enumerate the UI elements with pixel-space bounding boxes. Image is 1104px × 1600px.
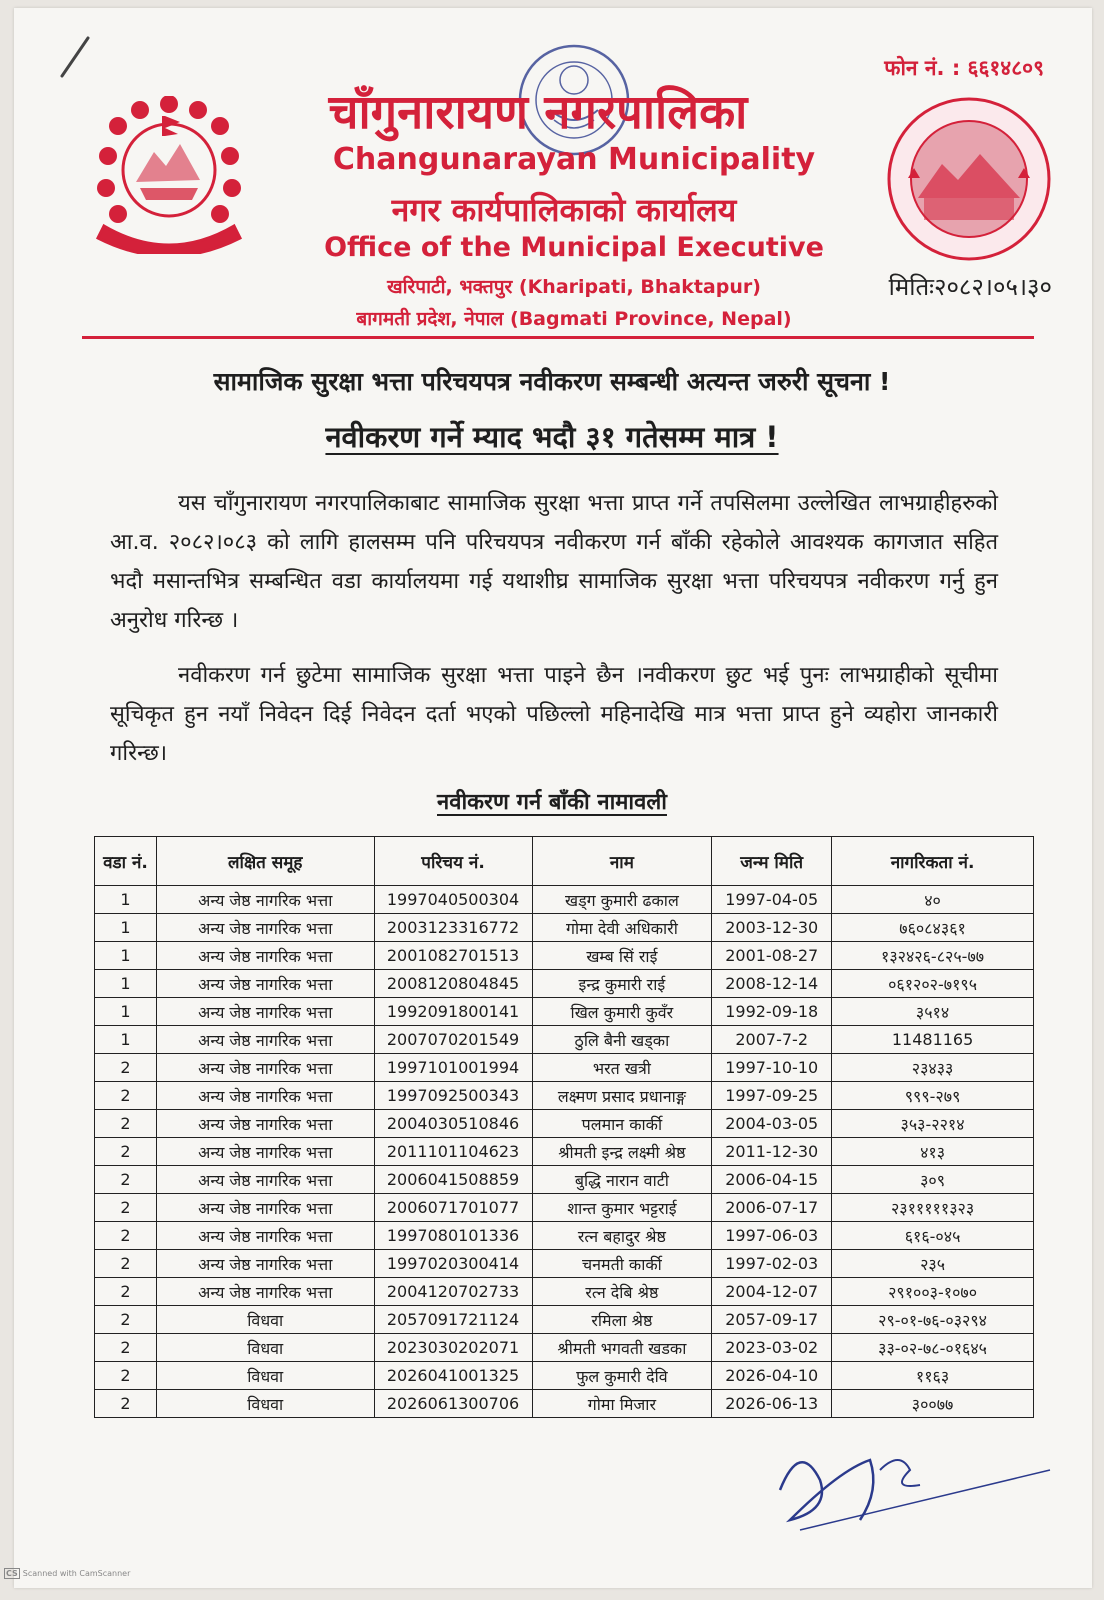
list-title-text: नवीकरण गर्न बाँकी नामावली (437, 790, 667, 815)
pending-renewal-table (94, 836, 1034, 1418)
cell-citizenship-number: २३४३३ (832, 1054, 1034, 1082)
cell-target-group: अन्य जेष्ठ नागरिक भत्ता (156, 998, 374, 1026)
cell-birth-date: 1997-10-10 (712, 1054, 832, 1082)
municipality-title-en: Changunarayan Municipality (332, 142, 816, 177)
cell-name: इन्द्र कुमारी राई (532, 970, 712, 998)
cell-target-group: अन्य जेष्ठ नागरिक भत्ता (156, 1278, 374, 1306)
cell-birth-date: 2007-7-2 (712, 1026, 832, 1054)
cell-target-group: विधवा (156, 1334, 374, 1362)
cell-id-number: 2008120804845 (374, 970, 532, 998)
cell-citizenship-number: ३५१४ (832, 998, 1034, 1026)
cell-id-number: 1997101001994 (374, 1054, 532, 1082)
list-title (0, 786, 1104, 816)
cell-name: खड्ग कुमारी ढकाल (532, 886, 712, 914)
cell-citizenship-number: ३०९ (832, 1166, 1034, 1194)
cell-target-group: अन्य जेष्ठ नागरिक भत्ता (156, 1194, 374, 1222)
table-row (95, 1166, 1034, 1194)
cell-name: लक्ष्मण प्रसाद प्रधानाङ्ग (532, 1082, 712, 1110)
pen-stroke-mark (58, 36, 92, 78)
officer-signature (760, 1430, 1060, 1560)
table-row (95, 1138, 1034, 1166)
cell-target-group: अन्य जेष्ठ नागरिक भत्ता (156, 914, 374, 942)
col-name: नाम (532, 837, 712, 886)
cell-name: चनमती कार्की (532, 1250, 712, 1278)
cell-birth-date: 2026-04-10 (712, 1362, 832, 1390)
table-row (95, 1278, 1034, 1306)
cell-birth-date: 2004-12-07 (712, 1278, 832, 1306)
cell-target-group: अन्य जेष्ठ नागरिक भत्ता (156, 1054, 374, 1082)
cell-name: ठुलि बैनी खड्का (532, 1026, 712, 1054)
cell-target-group: अन्य जेष्ठ नागरिक भत्ता (156, 942, 374, 970)
cell-birth-date: 2023-03-02 (712, 1334, 832, 1362)
cell-ward: 2 (95, 1250, 157, 1278)
cell-target-group: अन्य जेष्ठ नागरिक भत्ता (156, 1250, 374, 1278)
cell-name: रमिला श्रेष्ठ (532, 1306, 712, 1334)
cell-ward: 2 (95, 1334, 157, 1362)
scanner-badge (4, 1568, 130, 1579)
cell-birth-date: 2011-12-30 (712, 1138, 832, 1166)
cell-id-number: 2006071701077 (374, 1194, 532, 1222)
cell-citizenship-number: ४० (832, 886, 1034, 914)
cell-target-group: अन्य जेष्ठ नागरिक भत्ता (156, 1026, 374, 1054)
office-title-en: Office of the Municipal Executive (324, 232, 824, 263)
cell-birth-date: 1997-02-03 (712, 1250, 832, 1278)
table-row (95, 1110, 1034, 1138)
cell-id-number: 2004120702733 (374, 1278, 532, 1306)
cell-ward: 1 (95, 886, 157, 914)
notice-paragraph-2: नवीकरण गर्न छुटेमा सामाजिक सुरक्षा भत्ता पाइने छैन ।नवीकरण छुट भई पुनः लाभग्राहीको सूचीमा सूचिकृत हुन नयाँ निवेदन दिई निवेदन दर्ता भएको पछिल्लो महिनादेखि मात्र भत्ता प्राप्त हुने व्यहोरा जानकारी गरिन्छ। (110, 663, 998, 766)
cell-ward: 2 (95, 1390, 157, 1418)
cell-id-number: 2026061300706 (374, 1390, 532, 1418)
cell-citizenship-number: ३००७७ (832, 1390, 1034, 1418)
cell-citizenship-number: ११६३ (832, 1362, 1034, 1390)
cell-target-group: विधवा (156, 1390, 374, 1418)
cell-citizenship-number: ४१३ (832, 1138, 1034, 1166)
cell-citizenship-number: ७६०८४३६१ (832, 914, 1034, 942)
cell-id-number: 1997020300414 (374, 1250, 532, 1278)
table-row (95, 1306, 1034, 1334)
cell-id-number: 2004030510846 (374, 1110, 532, 1138)
address-line-1: खरिपाटी, भक्तपुर (Kharipati, Bhaktapur) (387, 276, 761, 298)
scanner-badge-text: Scanned with CamScanner (22, 1569, 131, 1578)
cell-name: रत्न बहादुर श्रेष्ठ (532, 1222, 712, 1250)
cell-birth-date: 2006-04-15 (712, 1166, 832, 1194)
municipality-title-np: चाँगुनारायण नगरपालिका (328, 85, 748, 140)
table-row (95, 1222, 1034, 1250)
cell-id-number: 1997080101336 (374, 1222, 532, 1250)
notice-deadline (0, 417, 1104, 456)
cell-name: खिल कुमारी कुवँर (532, 998, 712, 1026)
cell-citizenship-number: २३१११११३२३ (832, 1194, 1034, 1222)
table-row (95, 1026, 1034, 1054)
notice-deadline-text: नवीकरण गर्ने म्याद भदौ ३१ गतेसम्म मात्र ! (325, 420, 779, 454)
cell-birth-date: 2003-12-30 (712, 914, 832, 942)
cell-id-number: 2023030202071 (374, 1334, 532, 1362)
cell-ward: 2 (95, 1278, 157, 1306)
cell-name: भरत खत्री (532, 1054, 712, 1082)
cell-name: गोमा देवी अधिकारी (532, 914, 712, 942)
table-row (95, 970, 1034, 998)
cell-id-number: 2003123316772 (374, 914, 532, 942)
cell-citizenship-number: ०६१२०२-७१९५ (832, 970, 1034, 998)
cell-citizenship-number: २९-०१-७६-०३२९४ (832, 1306, 1034, 1334)
cell-birth-date: 1997-09-25 (712, 1082, 832, 1110)
scanner-logo-icon: CS (6, 1569, 18, 1578)
cell-ward: 2 (95, 1082, 157, 1110)
cell-name: श्रीमती भगवती खडका (532, 1334, 712, 1362)
table-header-row (95, 837, 1034, 886)
cell-target-group: अन्य जेष्ठ नागरिक भत्ता (156, 886, 374, 914)
table-row (95, 886, 1034, 914)
office-title-np: नगर कार्यपालिकाको कार्यालय (391, 191, 737, 229)
cell-birth-date: 1997-06-03 (712, 1222, 832, 1250)
cell-name: शान्त कुमार भट्टराई (532, 1194, 712, 1222)
cell-ward: 1 (95, 942, 157, 970)
cell-ward: 2 (95, 1138, 157, 1166)
cell-name: गोमा मिजार (532, 1390, 712, 1418)
header-divider (82, 336, 1034, 339)
cell-citizenship-number: ३३-०२-७८-०१६४५ (832, 1334, 1034, 1362)
cell-target-group: अन्य जेष्ठ नागरिक भत्ता (156, 1222, 374, 1250)
cell-ward: 2 (95, 1306, 157, 1334)
cell-ward: 1 (95, 998, 157, 1026)
table-body (95, 886, 1034, 1418)
cell-ward: 1 (95, 1026, 157, 1054)
cell-birth-date: 2004-03-05 (712, 1110, 832, 1138)
cell-name: खम्ब सिं राई (532, 942, 712, 970)
cell-name: रत्न देबि श्रेष्ठ (532, 1278, 712, 1306)
cell-id-number: 1997092500343 (374, 1082, 532, 1110)
cell-birth-date: 1992-09-18 (712, 998, 832, 1026)
cell-target-group: विधवा (156, 1306, 374, 1334)
table-row (95, 1194, 1034, 1222)
cell-id-number: 1992091800141 (374, 998, 532, 1026)
cell-name: फुल कुमारी देवि (532, 1362, 712, 1390)
cell-ward: 2 (95, 1166, 157, 1194)
cell-target-group: अन्य जेष्ठ नागरिक भत्ता (156, 1166, 374, 1194)
notice-title: सामाजिक सुरक्षा भत्ता परिचयपत्र नवीकरण सम्बन्धी अत्यन्त जरुरी सूचना ! (213, 367, 891, 396)
table-row (95, 998, 1034, 1026)
cell-ward: 2 (95, 1222, 157, 1250)
table-row (95, 1390, 1034, 1418)
cell-id-number: 1997040500304 (374, 886, 532, 914)
cell-birth-date: 2008-12-14 (712, 970, 832, 998)
cell-ward: 2 (95, 1110, 157, 1138)
table-row (95, 942, 1034, 970)
cell-name: श्रीमती इन्द्र लक्ष्मी श्रेष्ठ (532, 1138, 712, 1166)
cell-id-number: 2007070201549 (374, 1026, 532, 1054)
cell-ward: 2 (95, 1362, 157, 1390)
cell-birth-date: 2006-07-17 (712, 1194, 832, 1222)
cell-birth-date: 2057-09-17 (712, 1306, 832, 1334)
cell-target-group: अन्य जेष्ठ नागरिक भत्ता (156, 1138, 374, 1166)
cell-id-number: 2026041001325 (374, 1362, 532, 1390)
col-birth-date: जन्म मिति (712, 837, 832, 886)
table-row (95, 1334, 1034, 1362)
table-row (95, 1250, 1034, 1278)
cell-id-number: 2006041508859 (374, 1166, 532, 1194)
cell-birth-date: 1997-04-05 (712, 886, 832, 914)
cell-citizenship-number: ३५३-२२१४ (832, 1110, 1034, 1138)
table-row (95, 914, 1034, 942)
cell-ward: 2 (95, 1054, 157, 1082)
cell-ward: 1 (95, 914, 157, 942)
cell-target-group: अन्य जेष्ठ नागरिक भत्ता (156, 1082, 374, 1110)
col-target-group: लक्षित समूह (156, 837, 374, 886)
cell-target-group: अन्य जेष्ठ नागरिक भत्ता (156, 1110, 374, 1138)
cell-citizenship-number: 11481165 (832, 1026, 1034, 1054)
table-row (95, 1082, 1034, 1110)
cell-birth-date: 2001-08-27 (712, 942, 832, 970)
address-line-2: बागमती प्रदेश, नेपाल (Bagmati Province, Nepal) (356, 308, 792, 330)
phone-number: फोन नं. : ६६१४८०९ (884, 56, 1044, 80)
cell-id-number: 2011101104623 (374, 1138, 532, 1166)
cell-name: पलमान कार्की (532, 1110, 712, 1138)
cell-citizenship-number: २९१००३-१०७० (832, 1278, 1034, 1306)
cell-citizenship-number: ६१६-०४५ (832, 1222, 1034, 1250)
cell-birth-date: 2026-06-13 (712, 1390, 832, 1418)
cell-ward: 1 (95, 970, 157, 998)
cell-citizenship-number: १३२४२६-८२५-७७ (832, 942, 1034, 970)
cell-id-number: 2001082701513 (374, 942, 532, 970)
cell-target-group: अन्य जेष्ठ नागरिक भत्ता (156, 970, 374, 998)
notice-paragraph-1: यस चाँगुनारायण नगरपालिकाबाट सामाजिक सुरक्षा भत्ता प्राप्त गर्ने तपसिलमा उल्लेखित लाभग्राहीहरुको आ.व. २०८२।०८३ को लागि हालसम्म पनि परिचयपत्र नवीकरण गर्न बाँकी रहेकोले आवश्यक कागजात सहित भदौ मसान्तभित्र सम्बन्धित वडा कार्यालयमा गई यथाशीघ्र सामाजिक सुरक्षा भत्ता परिचयपत्र नवीकरण गर्नु हुन अनुरोध गरिन्छ । (110, 491, 998, 633)
col-ward: वडा नं. (95, 837, 157, 886)
cell-target-group: विधवा (156, 1362, 374, 1390)
table-row (95, 1362, 1034, 1390)
cell-name: बुद्धि नारान वाटी (532, 1166, 712, 1194)
cell-ward: 2 (95, 1194, 157, 1222)
cell-citizenship-number: २३५ (832, 1250, 1034, 1278)
table-row (95, 1054, 1034, 1082)
col-id-number: परिचय नं. (374, 837, 532, 886)
cell-id-number: 2057091721124 (374, 1306, 532, 1334)
col-citizenship-number: नागरिकता नं. (832, 837, 1034, 886)
notice-date: मितिः२०८२।०५।३० (888, 273, 1052, 301)
cell-citizenship-number: ९९९-२७९ (832, 1082, 1034, 1110)
